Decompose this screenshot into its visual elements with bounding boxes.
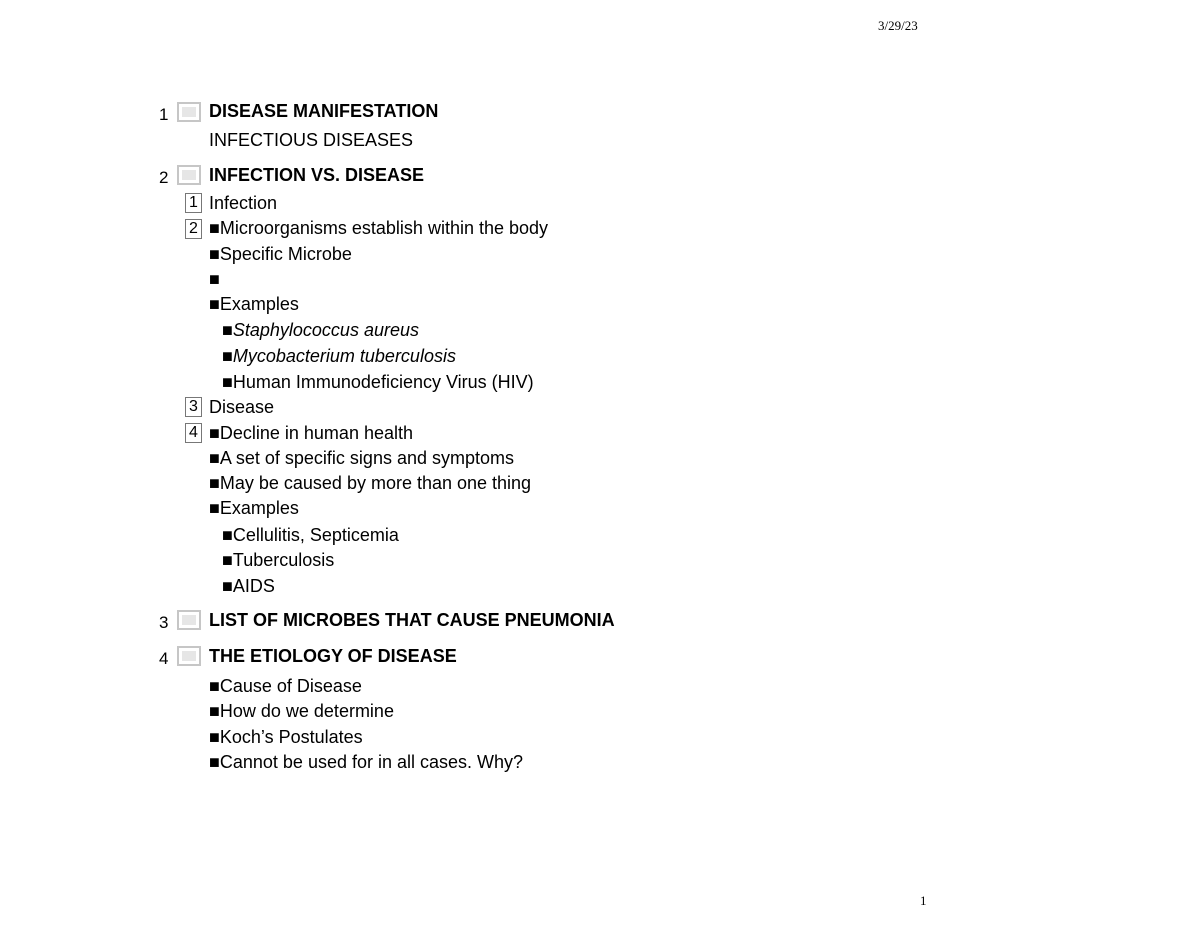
note-line: ■Examples — [209, 498, 299, 518]
note-line: ■A set of specific signs and symptoms — [209, 448, 514, 468]
slide-thumbnail[interactable] — [177, 610, 201, 630]
slide-thumbnail[interactable] — [177, 102, 201, 122]
slide-title: THE ETIOLOGY OF DISEASE — [209, 646, 457, 666]
note-line: ■Koch’s Postulates — [209, 727, 363, 747]
page-date: 3/29/23 — [878, 18, 918, 33]
slide-number: 2 — [159, 168, 169, 187]
note-line: Infection — [209, 193, 278, 213]
slide-title: INFECTION VS. DISEASE — [209, 165, 425, 185]
note-line: ■Staphylococcus aureus — [222, 320, 419, 340]
slide-subtitle: INFECTIOUS DISEASES — [209, 130, 414, 150]
outline-level-box: 2 — [185, 219, 202, 239]
note-line: ■Cause of Disease — [209, 676, 362, 696]
slide-number: 1 — [159, 105, 169, 124]
note-line: ■ — [209, 269, 220, 289]
note-line: ■Cellulitis, Septicemia — [222, 525, 399, 545]
slide-number: 4 — [159, 649, 169, 668]
page-number: 1 — [920, 893, 927, 908]
note-line: ■Human Immunodeficiency Virus (HIV) — [222, 372, 534, 392]
note-line: ■Microorganisms establish within the body — [209, 218, 549, 238]
outline-level-box: 4 — [185, 423, 202, 443]
note-line: ■Tuberculosis — [222, 550, 335, 570]
note-line: ■Examples — [209, 294, 299, 314]
note-line: ■How do we determine — [209, 701, 394, 721]
slide-thumbnail[interactable] — [177, 646, 201, 666]
note-line: ■Cannot be used for in all cases. Why? — [209, 752, 524, 772]
note-line: Disease — [209, 397, 275, 417]
note-line: ■AIDS — [222, 576, 275, 596]
note-line: ■May be caused by more than one thing — [209, 473, 532, 493]
outline-level-box: 1 — [185, 193, 202, 213]
note-line: ■Mycobacterium tuberculosis — [222, 346, 456, 366]
slide-number: 3 — [159, 613, 169, 632]
note-line: ■Decline in human health — [209, 423, 413, 443]
outline-level-box: 3 — [185, 397, 202, 417]
slide-thumbnail[interactable] — [177, 165, 201, 185]
slide-title: LIST OF MICROBES THAT CAUSE PNEUMONIA — [209, 610, 615, 630]
slide-title: DISEASE MANIFESTATION — [209, 101, 439, 121]
note-line: ■Specific Microbe — [209, 244, 352, 264]
